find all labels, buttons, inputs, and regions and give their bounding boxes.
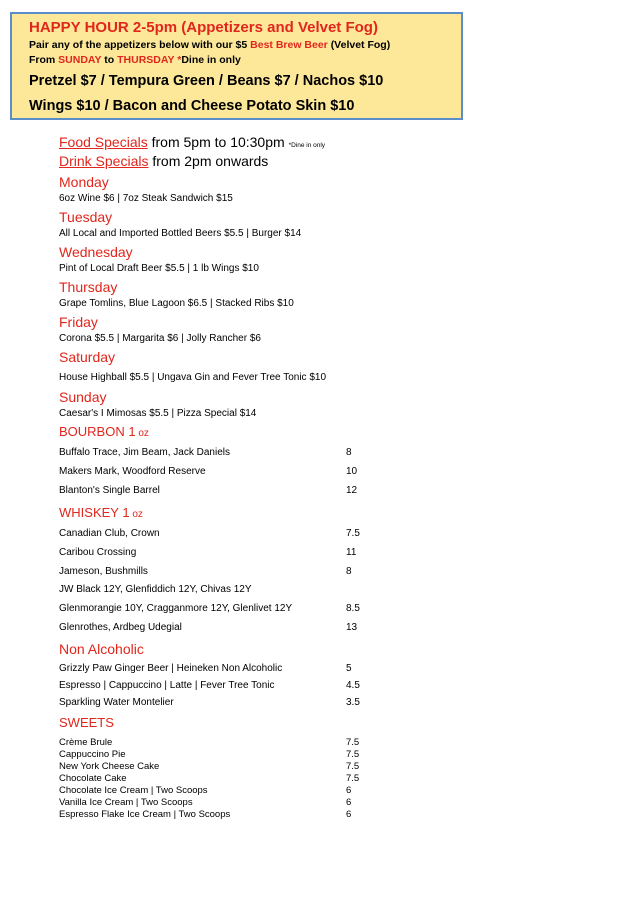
from-label: From (29, 54, 56, 66)
day-detail: Pint of Local Draft Beer $5.5 | 1 lb Wings $10 (59, 263, 259, 274)
happy-hour-banner (10, 12, 463, 120)
day-heading: Thursday (59, 279, 118, 295)
day-heading: Monday (59, 174, 109, 190)
whiskey-heading (59, 504, 143, 524)
menu-item-price: 10 (346, 466, 358, 477)
menu-item-name: Buffalo Trace, Jim Beam, Jack Daniels (59, 447, 230, 458)
day-detail: All Local and Imported Bottled Beers $5.5 | Burger $14 (59, 228, 302, 239)
happy-hour-items-2: Wings $10 / Bacon and Cheese Potato Skin $10 (29, 98, 355, 114)
drink-specials-text: from 2pm onwards (148, 153, 269, 169)
menu-item-price: 6 (346, 797, 352, 808)
food-specials-text: from 5pm to 10:30pm (147, 134, 289, 150)
menu-item-name: Grizzly Paw Ginger Beer | Heineken Non Alcoholic (59, 663, 283, 674)
menu-item-price: 7.5 (346, 528, 360, 539)
whiskey-title: WHISKEY 1 (59, 505, 130, 520)
pairing-text: Pair any of the appetizers below with our $5 (29, 39, 248, 51)
drink-specials-link[interactable]: Drink Specials (59, 153, 149, 169)
non-alcoholic-heading: Non Alcoholic (59, 641, 144, 657)
menu-item-price: 8.5 (346, 603, 360, 614)
menu-item-name: Chocolate Cake (59, 773, 127, 784)
menu-item-name: New York Cheese Cake (59, 761, 160, 772)
menu-item-price: 5 (346, 663, 352, 674)
day-heading: Sunday (59, 389, 107, 405)
menu-item-name: Glenmorangie 10Y, Cragganmore 12Y, Glenlivet 12Y (59, 603, 293, 614)
food-specials-note: *Dine in only (288, 142, 326, 149)
day-heading: Friday (59, 314, 98, 330)
menu-item-price: 4.5 (346, 680, 360, 691)
day-detail: 6oz Wine $6 | 7oz Steak Sandwich $15 (59, 193, 233, 204)
day-heading: Tuesday (59, 209, 113, 225)
happy-hour-title: HAPPY HOUR 2-5pm (Appetizers and Velvet Fog) (29, 19, 378, 36)
menu-item-price: 6 (346, 809, 352, 820)
menu-item-price: 13 (346, 622, 358, 633)
menu-item-name: Blanton's Single Barrel (59, 485, 160, 496)
menu-item-name: Sparkling Water Montelier (59, 697, 174, 708)
menu-item-name: Jameson, Bushmills (59, 566, 148, 577)
menu-item-name: Vanilla Ice Cream | Two Scoops (59, 797, 193, 808)
day-detail: Caesar's I Mimosas $5.5 | Pizza Special $14 (59, 408, 257, 419)
menu-item-price: 7.5 (346, 737, 360, 748)
menu-item-price: 7.5 (346, 749, 360, 760)
menu-item-name: Espresso Flake Ice Cream | Two Scoops (59, 809, 231, 820)
menu-item-name: Makers Mark, Woodford Reserve (59, 466, 206, 477)
menu-item-name: Cappuccino Pie (59, 749, 126, 760)
drink-specials-line (59, 152, 268, 170)
menu-item-price: 7.5 (346, 761, 360, 772)
whiskey-unit: oz (129, 509, 143, 520)
menu-item-price: 11 (346, 547, 357, 558)
menu-item-name: Glenrothes, Ardbeg Udegial (59, 622, 182, 633)
velvet-fog-label: (Velvet Fog) (330, 39, 391, 51)
menu-item-price: 6 (346, 785, 352, 796)
menu-item-price: 7.5 (346, 773, 360, 784)
menu-item-name: Caribou Crossing (59, 547, 137, 558)
day-detail: Corona $5.5 | Margarita $6 | Jolly Rancher $6 (59, 333, 261, 344)
day-heading: Wednesday (59, 244, 133, 260)
day-start: SUNDAY (58, 54, 102, 66)
to-label: to (104, 54, 115, 66)
day-heading: Saturday (59, 349, 116, 365)
menu-item-price: 8 (346, 566, 352, 577)
menu-item-price: 8 (346, 447, 352, 458)
sweets-heading: SWEETS (59, 715, 114, 730)
dine-note: Dine in only (181, 54, 241, 66)
happy-hour-items-1: Pretzel $7 / Tempura Green / Beans $7 / Nachos $10 (29, 73, 384, 89)
best-brew-beer-label: Best Brew Beer (250, 39, 328, 51)
menu-item-price: 12 (346, 485, 358, 496)
menu-item-name: Espresso | Cappuccino | Latte | Fever Tree Tonic (59, 680, 275, 691)
bourbon-unit: oz (135, 428, 149, 439)
food-specials-link[interactable]: Food Specials (59, 134, 148, 150)
happy-hour-days (29, 53, 461, 68)
day-end: THURSDAY (117, 54, 175, 66)
day-detail: House Highball $5.5 | Ungava Gin and Fever Tree Tonic $10 (59, 372, 327, 383)
menu-item-name: JW Black 12Y, Glenfiddich 12Y, Chivas 12Y (59, 584, 252, 595)
menu-item-name: Canadian Club, Crown (59, 528, 160, 539)
menu-item-price: 3.5 (346, 697, 360, 708)
menu-item-name: Chocolate Ice Cream | Two Scoops (59, 785, 208, 796)
happy-hour-pairing (29, 38, 461, 53)
bourbon-title: BOURBON 1 (59, 424, 136, 439)
menu-item-name: Crème Brule (59, 737, 113, 748)
bourbon-heading (59, 423, 149, 443)
day-detail: Grape Tomlins, Blue Lagoon $6.5 | Stacked Ribs $10 (59, 298, 294, 309)
dine-star: * (177, 54, 182, 66)
